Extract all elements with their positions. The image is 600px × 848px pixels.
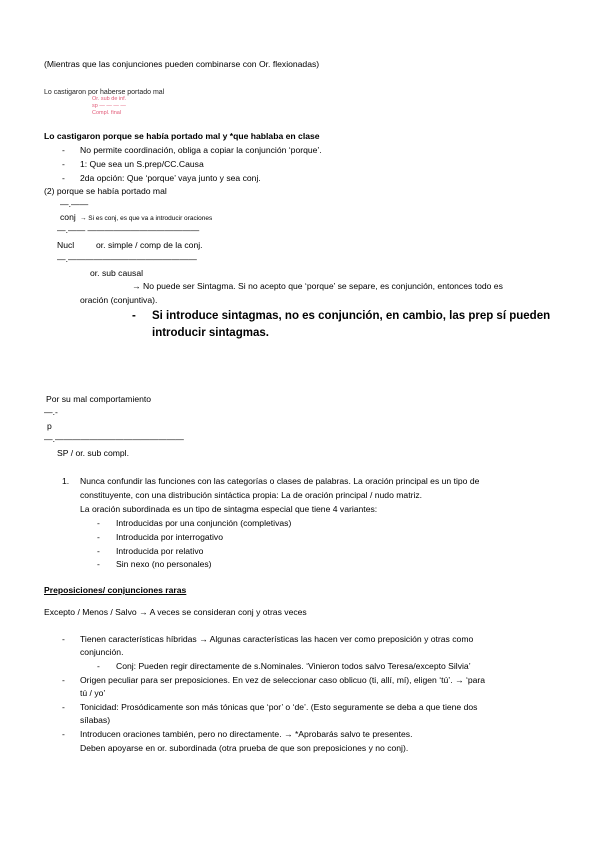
nucl-note: or. simple / comp de la conj.	[96, 240, 203, 250]
arrow-note: → No puede ser Sintagma. Si no acepto que ‘porque’ se separe, es conjunción, entonces todo es	[132, 281, 503, 291]
list-item-cont: Deben apoyarse en or. subordinada (otra prueba de que son preposiciones y no conj).	[80, 743, 409, 753]
bullet-dash: -	[62, 675, 65, 685]
paragraph-line: constituyente, con una distribución sintáctica propia: La de oración principal / nudo matriz.	[80, 490, 423, 500]
pink-annotation-2: sp — — — —	[92, 103, 126, 109]
conj-label: conj	[60, 212, 76, 222]
list-item: No permite coordinación, obliga a copiar la conjunción ‘porque’.	[80, 145, 322, 155]
bullet-dash: -	[97, 559, 100, 569]
analysis-line: (2) porque se había portado mal	[44, 186, 167, 196]
analysis-dash: —.——	[60, 199, 89, 209]
list-item: 2da opción: Que ‘porque’ vaya junto y sea conj.	[80, 173, 261, 183]
list-item-cont: tú / yo’	[80, 688, 106, 698]
bullet-dash: -	[97, 532, 100, 542]
sp-label: SP / or. sub compl.	[57, 448, 129, 458]
list-item: Sin nexo (no personales)	[116, 559, 212, 569]
list-item: Introducida por interrogativo	[116, 532, 224, 542]
conj-note: → Si es conj, es que va a introducir oraciones	[80, 215, 213, 222]
bullet-dash: -	[62, 634, 65, 644]
example-heading: Lo castigaron porque se había portado mal y *que hablaba en clase	[44, 131, 320, 141]
pink-annotation-3: Compl. final	[92, 110, 122, 116]
highlight-text: introducir sintagmas.	[152, 327, 269, 339]
bullet-dash: -	[97, 546, 100, 556]
analysis-dash: —.———————————————	[57, 254, 197, 264]
bullet-dash: -	[97, 661, 100, 671]
bullet-dash: -	[62, 173, 65, 183]
list-item: Tonicidad: Prosódicamente son más tónicas que ‘por’ o ‘de’. (Esto seguramente se deba a que tiene dos	[80, 702, 478, 712]
example2-dash: —.———————————————	[44, 434, 184, 444]
nucl-label: Nucl	[57, 240, 75, 250]
sub-list-item: Conj: Pueden regir directamente de s.Nominales. ‘Vinieron todos salvo Teresa/excepto Silvia’	[116, 661, 471, 671]
analysis-dash: —.—— —————————————	[57, 225, 200, 235]
list-item: 1: Que sea un S.prep/CC.Causa	[80, 159, 204, 169]
intro-note: (Mientras que las conjunciones pueden combinarse con Or. flexionadas)	[44, 59, 320, 69]
bullet-dash: -	[62, 159, 65, 169]
bullet-dash: -	[97, 518, 100, 528]
arrow-note-cont: oración (conjuntiva).	[80, 295, 158, 305]
list-item: Tienen características híbridas → Algunas características las hacen ver como preposición y otras como	[80, 634, 474, 644]
bullet-dash: -	[62, 729, 65, 739]
example2-dash: —.-	[44, 407, 58, 417]
bullet-dash: -	[62, 702, 65, 712]
list-item: Introducidas por una conjunción (completivas)	[116, 518, 292, 528]
list-item-cont: sílabas)	[80, 715, 111, 725]
list-item-cont: conjunción.	[80, 647, 124, 657]
example2-line: Por su mal comportamiento	[46, 394, 152, 404]
list-item: Origen peculiar para ser preposiciones. En vez de seleccionar caso oblicuo (ti, allí, mí), eligen ‘tú’. → ‘para	[80, 675, 486, 685]
pink-annotation-1: Or. sub de inf.	[92, 96, 127, 102]
p-label: p	[47, 421, 52, 431]
section-subtitle: Excepto / Menos / Salvo → A veces se consideran conj y otras veces	[44, 607, 307, 617]
list-item: Introducen oraciones también, pero no directamente. → *Aprobarás salvo te presentes.	[80, 729, 413, 739]
sub-causal: or. sub causal	[90, 268, 144, 278]
paragraph-line: Nunca confundir las funciones con las categorías o clases de palabras. La oración principal es un tipo de	[80, 476, 480, 486]
paragraph-line: La oración subordinada es un tipo de sintagma especial que tiene 4 variantes:	[80, 504, 378, 514]
handwritten-example: Lo castigaron por haberse portado mal	[44, 89, 165, 96]
list-number: 1.	[62, 476, 70, 486]
bullet-dash: -	[62, 145, 65, 155]
section-title: Preposiciones/ conjunciones raras	[44, 585, 187, 595]
highlight-text: Si introduce sintagmas, no es conjunción, en cambio, las prep sí pueden	[152, 310, 551, 322]
bullet-dash: -	[132, 310, 136, 322]
list-item: Introducida por relativo	[116, 546, 204, 556]
